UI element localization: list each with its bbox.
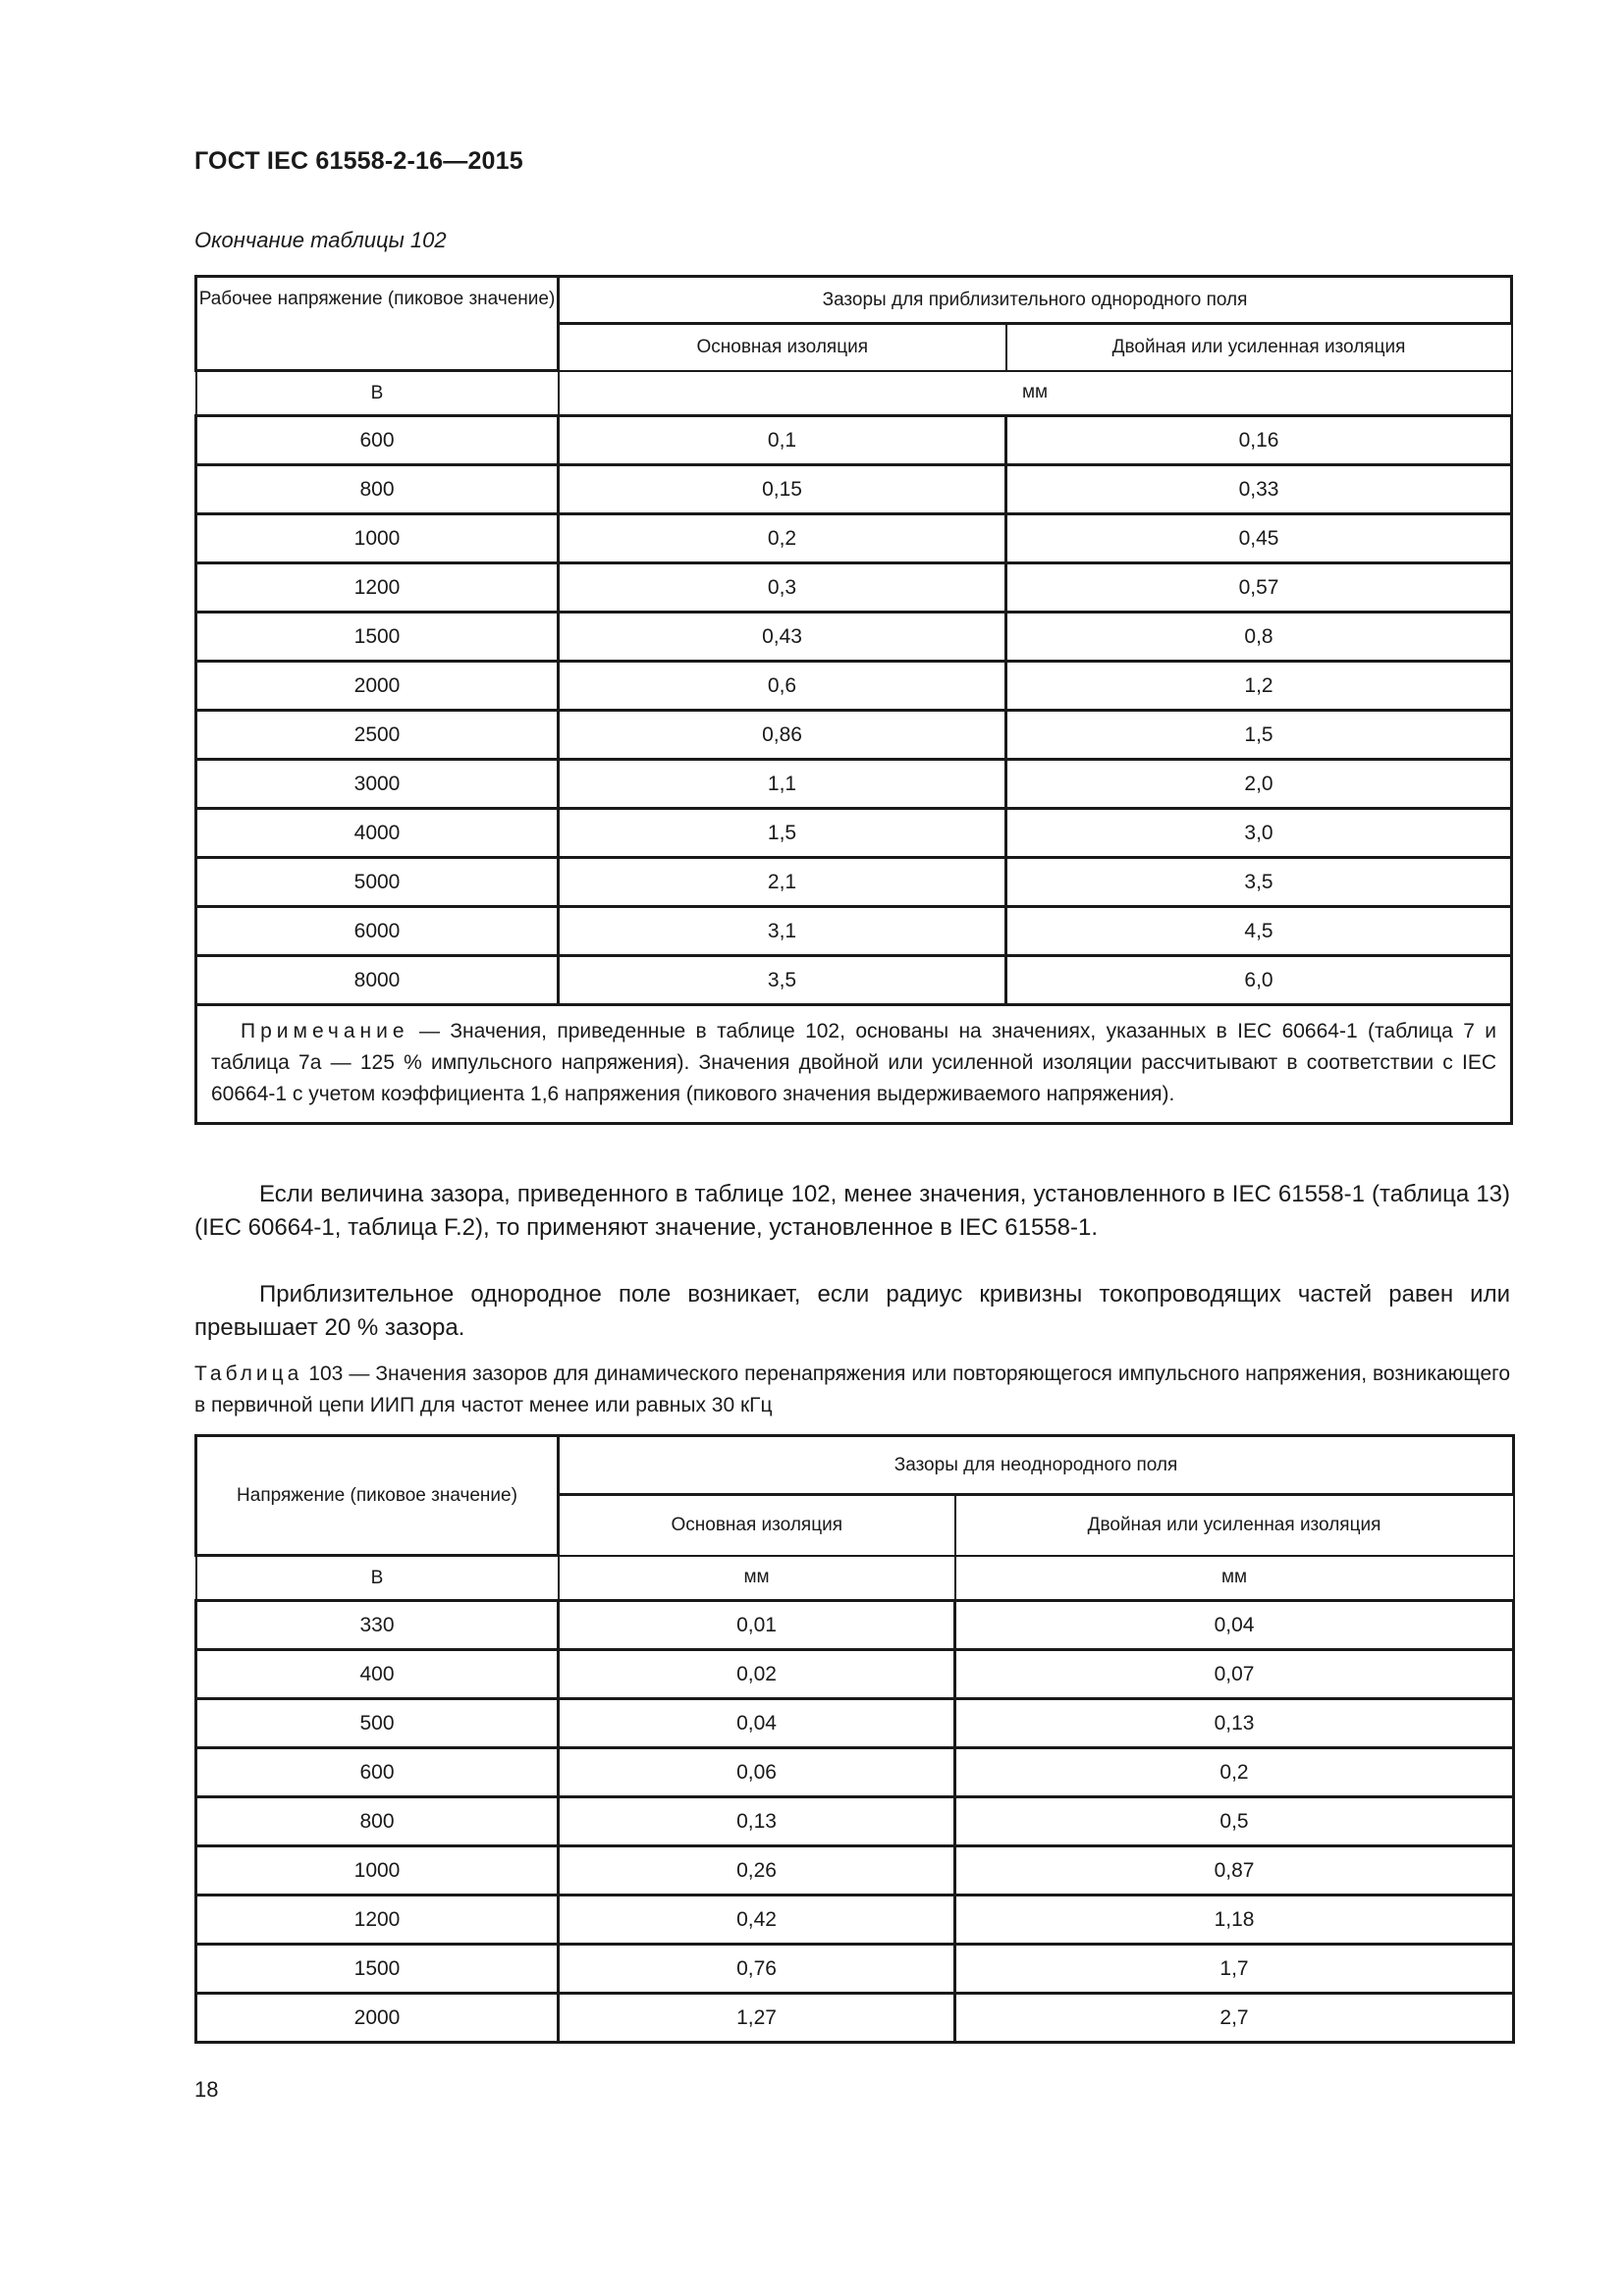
cell-double: 0,16	[1006, 416, 1512, 465]
table-row	[196, 1846, 1514, 1896]
column-header-clearance-group: Зазоры для приблизительного однородного поля	[559, 277, 1512, 324]
cell-basic: 1,5	[559, 809, 1006, 858]
cell-basic: 1,27	[559, 1994, 955, 2043]
table-row	[196, 809, 1512, 858]
unit-clearance: мм	[559, 371, 1512, 416]
cell-basic: 0,2	[559, 514, 1006, 563]
note-text: — Значения, приведенные в таблице 102, основаны на значениях, указанных в IEC 60664-1 (таблица 7 и таблица 7а — 125 % импульсного напряжения). Значения двойной или усиленной изоляции рассчитывают в соответствии с IEC 60664-1 с учетом коэффициента 1,6 напряжения (пикового значения выдерживаемого напряжения).	[211, 1020, 1497, 1105]
cell-double: 0,8	[1006, 613, 1512, 662]
cell-double: 0,04	[955, 1601, 1514, 1650]
cell-double: 2,0	[1006, 760, 1512, 809]
cell-double: 0,5	[955, 1797, 1514, 1846]
table-row	[196, 1896, 1514, 1945]
cell-double: 0,45	[1006, 514, 1512, 563]
table-row	[196, 416, 1512, 465]
cell-basic: 0,76	[559, 1945, 955, 1994]
paragraph-text: Если величина зазора, приведенного в таблице 102, менее значения, установленного в IEC 61558-1 (таблица 13) (IEC 60664-1, таблица F.2), то применяют значение, установленное в IEC 61558-1.	[194, 1181, 1510, 1241]
cell-basic: 0,15	[559, 465, 1006, 514]
cell-double: 1,18	[955, 1896, 1514, 1945]
cell-voltage: 4000	[196, 809, 559, 858]
cell-double: 0,87	[955, 1846, 1514, 1896]
paragraph-uniform-field	[194, 1278, 1510, 1345]
table-row	[196, 1699, 1514, 1748]
table-row	[196, 1994, 1514, 2043]
cell-voltage: 1500	[196, 1945, 559, 1994]
cell-voltage: 1000	[196, 1846, 559, 1896]
cell-double: 3,5	[1006, 858, 1512, 907]
cell-double: 0,57	[1006, 563, 1512, 613]
table-row	[196, 907, 1512, 956]
cell-basic: 0,06	[559, 1748, 955, 1797]
cell-double: 4,5	[1006, 907, 1512, 956]
cell-voltage: 800	[196, 465, 559, 514]
page-number: 18	[194, 2077, 219, 2102]
table-row	[196, 858, 1512, 907]
note-lead: Примечание	[241, 1020, 409, 1042]
cell-basic: 0,6	[559, 662, 1006, 711]
cell-basic: 2,1	[559, 858, 1006, 907]
column-header-basic-insulation: Основная изоляция	[559, 1495, 955, 1556]
cell-basic: 0,3	[559, 563, 1006, 613]
cell-voltage: 6000	[196, 907, 559, 956]
cell-basic: 0,04	[559, 1699, 955, 1748]
unit-basic: мм	[559, 1556, 955, 1601]
caption-text: 103 — Значения зазоров для динамического перенапряжения или повторяющегося импульсного напряжения, возникающего в первичной цепи ИИП для частот менее или равных 30 кГц	[194, 1362, 1510, 1416]
cell-double: 0,07	[955, 1650, 1514, 1699]
table-103	[194, 1434, 1515, 2044]
cell-voltage: 8000	[196, 956, 559, 1005]
cell-voltage: 5000	[196, 858, 559, 907]
cell-basic: 0,1	[559, 416, 1006, 465]
cell-voltage: 800	[196, 1797, 559, 1846]
cell-double: 1,2	[1006, 662, 1512, 711]
table-row	[196, 1945, 1514, 1994]
table-row	[196, 613, 1512, 662]
cell-basic: 0,42	[559, 1896, 955, 1945]
cell-double: 6,0	[1006, 956, 1512, 1005]
table-row	[196, 760, 1512, 809]
cell-voltage: 1200	[196, 563, 559, 613]
cell-voltage: 3000	[196, 760, 559, 809]
cell-double: 1,7	[955, 1945, 1514, 1994]
cell-basic: 1,1	[559, 760, 1006, 809]
cell-voltage: 400	[196, 1650, 559, 1699]
cell-double: 0,33	[1006, 465, 1512, 514]
table-102-continuation-caption: Окончание таблицы 102	[194, 228, 447, 252]
cell-voltage: 600	[196, 416, 559, 465]
cell-voltage: 500	[196, 1699, 559, 1748]
table-row	[196, 711, 1512, 760]
cell-voltage: 330	[196, 1601, 559, 1650]
cell-basic: 3,5	[559, 956, 1006, 1005]
cell-basic: 0,26	[559, 1846, 955, 1896]
cell-voltage: 2000	[196, 1994, 559, 2043]
table-row	[196, 1797, 1514, 1846]
cell-double: 0,13	[955, 1699, 1514, 1748]
cell-double: 3,0	[1006, 809, 1512, 858]
column-header-voltage: Напряжение (пиковое значение)	[196, 1436, 559, 1556]
table-row	[196, 514, 1512, 563]
cell-basic: 0,86	[559, 711, 1006, 760]
table-row	[196, 563, 1512, 613]
table-row	[196, 1650, 1514, 1699]
unit-voltage: В	[196, 1556, 559, 1601]
column-header-double-insulation: Двойная или усиленная изоляция	[1006, 324, 1512, 371]
cell-voltage: 1500	[196, 613, 559, 662]
table-102	[194, 275, 1513, 1125]
unit-double: мм	[955, 1556, 1514, 1601]
cell-basic: 0,02	[559, 1650, 955, 1699]
cell-basic: 3,1	[559, 907, 1006, 956]
cell-basic: 0,13	[559, 1797, 955, 1846]
table-row	[196, 1748, 1514, 1797]
table-row	[196, 956, 1512, 1005]
table-note	[196, 1005, 1512, 1124]
document-id-header: ГОСТ IEC 61558-2-16—2015	[194, 147, 523, 175]
cell-voltage: 2000	[196, 662, 559, 711]
table-row	[196, 1601, 1514, 1650]
paragraph-clearance-rule	[194, 1178, 1510, 1245]
column-header-clearance-group: Зазоры для неоднородного поля	[559, 1436, 1514, 1495]
cell-voltage: 1200	[196, 1896, 559, 1945]
column-header-basic-insulation: Основная изоляция	[559, 324, 1006, 371]
cell-double: 0,2	[955, 1748, 1514, 1797]
cell-voltage: 600	[196, 1748, 559, 1797]
cell-voltage: 2500	[196, 711, 559, 760]
cell-double: 1,5	[1006, 711, 1512, 760]
cell-basic: 0,01	[559, 1601, 955, 1650]
table-row	[196, 662, 1512, 711]
cell-voltage: 1000	[196, 514, 559, 563]
cell-basic: 0,43	[559, 613, 1006, 662]
caption-lead: Таблица	[194, 1362, 303, 1385]
table-103-caption	[194, 1359, 1510, 1421]
column-header-voltage: Рабочее напряжение (пиковое значение)	[196, 277, 559, 371]
cell-double: 2,7	[955, 1994, 1514, 2043]
unit-voltage: В	[196, 371, 559, 416]
paragraph-text: Приблизительное однородное поле возникает, если радиус кривизны токопроводящих частей равен или превышает 20 % зазора.	[194, 1281, 1510, 1341]
column-header-double-insulation: Двойная или усиленная изоляция	[955, 1495, 1514, 1556]
table-row	[196, 465, 1512, 514]
